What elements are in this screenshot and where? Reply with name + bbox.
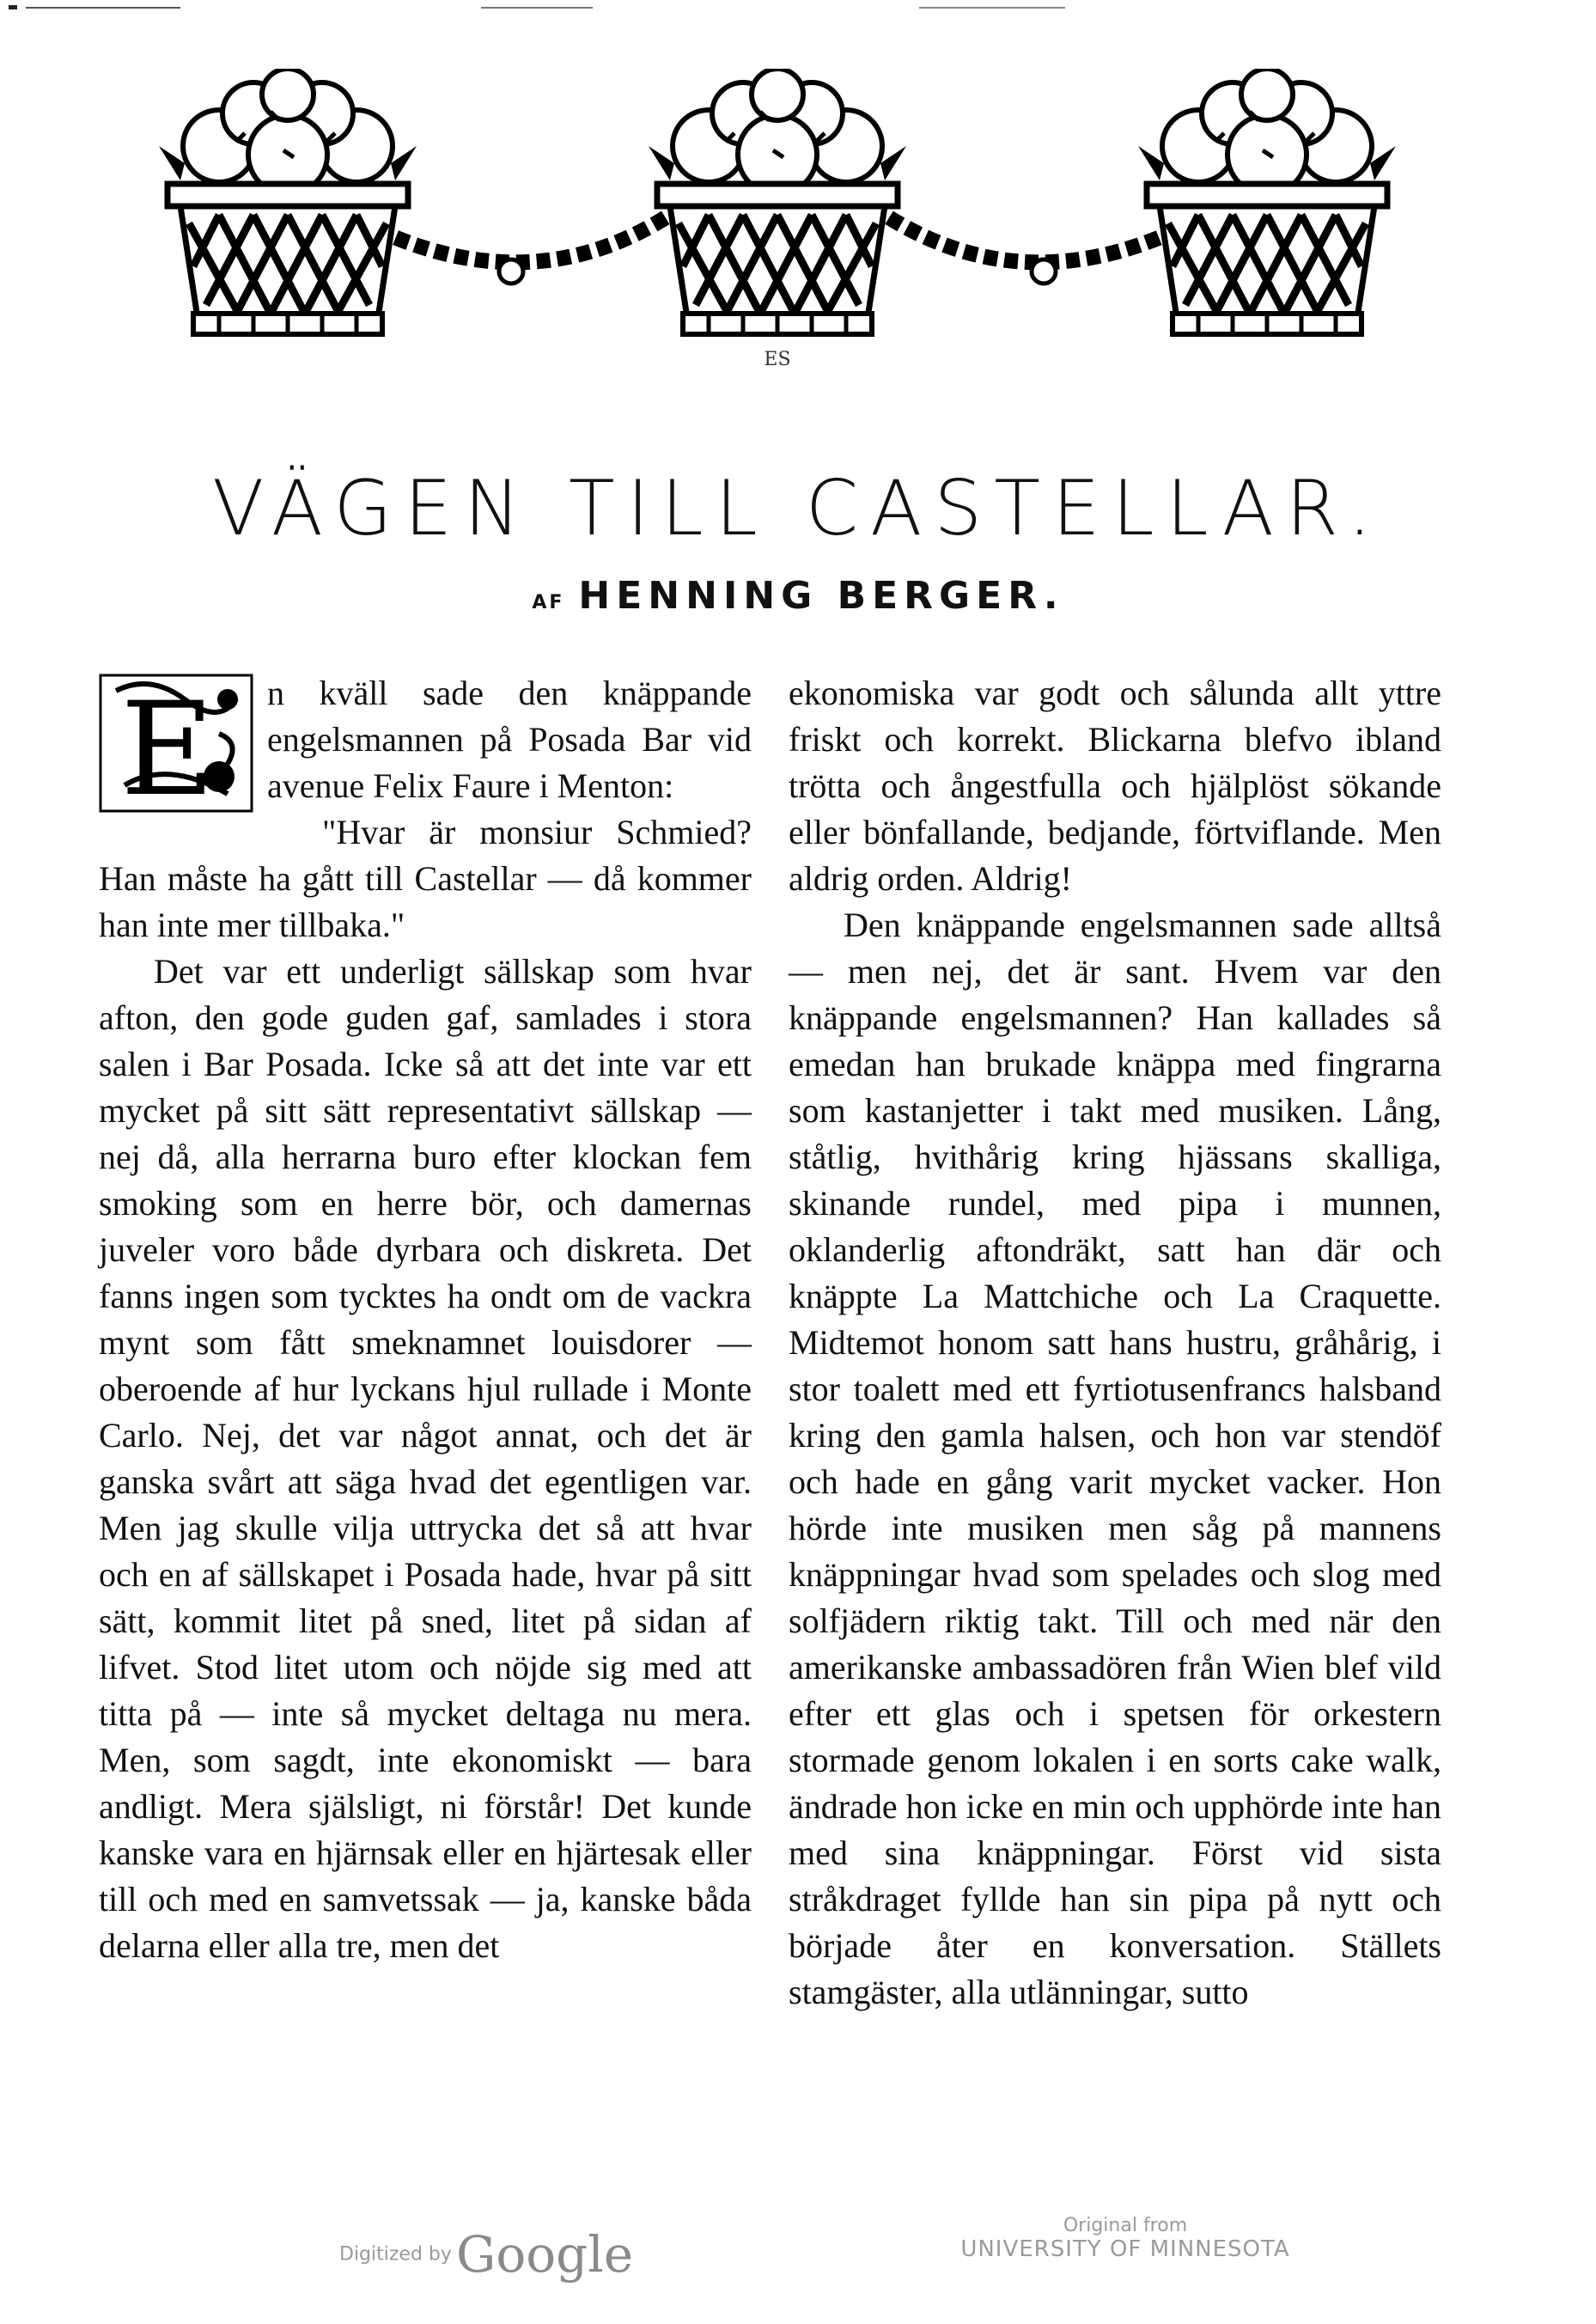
digitized-by-label: Digitized by — [339, 2243, 452, 2266]
google-logo: Google — [456, 2225, 634, 2284]
paragraph: n kväll sade den knäppande engelsmannen på Posada Bar vid avenue Felix Faure i Menton: — [267, 674, 752, 805]
original-from-label: Original from — [1063, 2215, 1188, 2236]
author-name: HENNING BERGER. — [578, 574, 1064, 618]
right-column — [789, 670, 1441, 2016]
article-title: VÄGEN TILL CASTELLAR. — [212, 464, 1384, 552]
digitized-by-watermark — [339, 2225, 633, 2284]
ornament-monogram: ES — [764, 349, 791, 370]
scan-edge-line — [481, 7, 593, 9]
paragraph: "Hvar är monsiur Schmied? Han måste ha gått till Castellar — då kommer han inte mer tillbaka." — [99, 813, 752, 944]
left-column — [99, 670, 752, 1969]
scan-edge-line — [26, 7, 180, 9]
paragraph: ekonomiska var godt och sålunda allt yttre friskt och korrekt. Blickarna blefvo ibland trötta och ångestfulla och hjälplöst sökande eller bönfallande, bedjande, förtviflande. Men aldrig orden. Aldrig! — [789, 674, 1441, 898]
scan-edge-mark — [9, 5, 17, 9]
dropcap-letter: E — [120, 675, 215, 813]
paragraph: Det var ett underligt sällskap som hvar afton, den gode guden gaf, samlades i stora salen i Bar Posada. Icke så att det inte var ett mycket på sitt sätt representativt sällskap — nej då, alla herrarna buro efter klockan fem smoking som en herre bör, och damernas juveler voro både dyrbara och diskreta. Det fanns ingen som tycktes ha ondt om de vackra mynt som fått smeknamnet louisdorer — oberoende af hur lyckans hjul rullade i Monte Carlo. Nej, det var något annat, och det är ganska svårt att säga hvad det egentligen var. Men jag skulle vilja uttrycka det så att hvar och en af sällskapet i Posada hade, hvar på sitt sätt, kommit litet på sned, litet på sidan af lifvet. Stod litet utom och nöjde sig med att titta på — inte så mycket deltaga nu mera. Men, som sagdt, inte ekonomiskt — bara andligt. Mera själsligt, ni förstår! Det kunde kanske vara en hjärnsak eller en hjärtesak eller till och med en samvetssak — ja, kanske båda delarna eller alla tre, men det — [99, 952, 752, 1965]
fruit-basket-ornament — [150, 69, 1404, 378]
source-library-watermark — [945, 2215, 1306, 2262]
byline — [0, 574, 1596, 618]
paragraph: Den knäppande engelsmannen sade alltså — men nej, det är sant. Hvem var den knäppande engelsmannen? Han kallades så emedan han brukade knäppa med fingrarna som kastanjetter i takt med musiken. Lång, ståtlig, hvithårig kring hjässans skalliga, skinande rundel, med pipa i munnen, oklanderlig aftondräkt, satt han där och knäppte La Mattchiche och La Craquette. Midtemot honom satt hans hustru, gråhårig, i stor toalett med ett fyrtiotusenfrancs halsband kring den gamla halsen, och hon var stendöf och hade en gång varit mycket vacker. Hon hörde inte musiken men såg på mannens knäppningar hvad som spelades och slog med solfjädern riktig takt. Till och med när den amerikanske ambassadören från Wien blef vild efter ett glas och i spetsen för orkestern stormade genom lokalen i en sorts cake walk, ändrade hon icke en min och upphörde inte han med sina knäppningar. Först vid sista stråkdraget fyllde han sin pipa på nytt och började åter en konversation. Ställets stamgäster, alla utlänningar, sutto — [789, 906, 1441, 2011]
decorated-initial — [99, 674, 253, 813]
university-label: UNIVERSITY OF MINNESOTA — [960, 2236, 1290, 2262]
scan-edge-line — [919, 7, 1065, 9]
byline-prefix: AF — [532, 592, 565, 613]
